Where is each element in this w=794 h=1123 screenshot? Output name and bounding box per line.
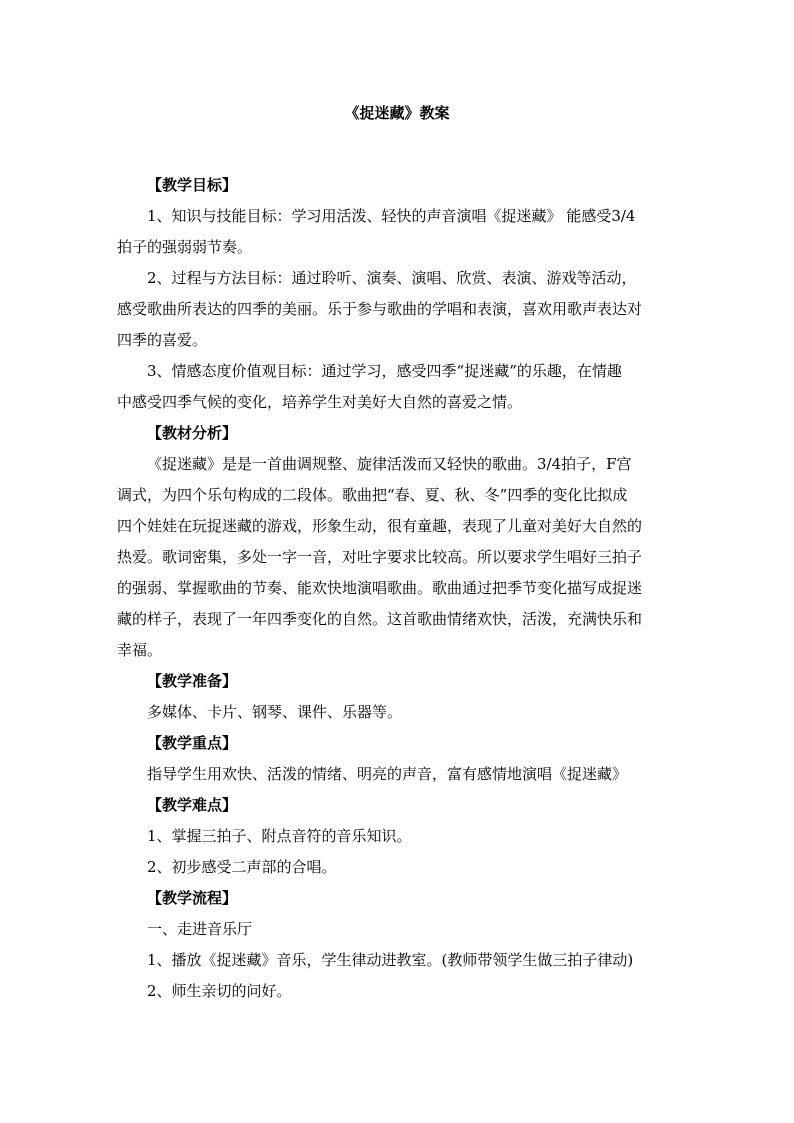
- goals-line-6: 3、情感态度价值观目标：通过学习，感受四季“捉迷藏”的乐趣，在情趣: [147, 362, 622, 380]
- process-item-3: 2、师生亲切的问好。: [147, 982, 292, 1000]
- goals-line-5: 四季的喜爱。: [117, 331, 208, 349]
- goals-line-7: 中感受四季气候的变化，培养学生对美好大自然的喜爱之情。: [117, 393, 523, 411]
- section-heading-analysis: 【教材分析】: [147, 424, 238, 442]
- section-heading-key-points: 【教学重点】: [147, 734, 238, 752]
- key-points-text: 指导学生用欢快、活泼的情绪、明亮的声音，富有感情地演唱《捉迷藏》: [147, 765, 628, 783]
- analysis-line-5: 的强弱、掌握歌曲的节奏、能欢快地演唱歌曲。歌曲通过把季节变化描写成捉迷: [117, 579, 643, 597]
- goals-line-1: 1、知识与技能目标：学习用活泼、轻快的声音演唱《捉迷藏》 能感受3/4: [147, 207, 636, 225]
- analysis-line-2: 调式，为四个乐句构成的二段体。歌曲把“春、夏、秋、冬”四季的变化比拟成: [117, 486, 628, 504]
- section-heading-preparation: 【教学准备】: [147, 672, 238, 690]
- document-body: [117, 100, 677, 1007]
- analysis-line-7: 幸福。: [117, 641, 163, 659]
- analysis-line-6: 藏的样子，表现了一年四季变化的自然。这首歌曲情绪欢快，活泼，充满快乐和: [117, 610, 643, 628]
- analysis-line-3: 四个娃娃在玩捉迷藏的游戏，形象生动，很有童趣，表现了儿童对美好大自然的: [117, 517, 643, 535]
- process-item-1: 一、走进音乐厅: [147, 920, 253, 938]
- section-heading-process: 【教学流程】: [147, 889, 238, 907]
- document-title: 《捉迷藏》教案: [344, 104, 450, 122]
- section-heading-difficulties: 【教学难点】: [147, 796, 238, 814]
- goals-line-3: 2、过程与方法目标：通过聆听、演奏、演唱、欣赏、表演、游戏等活动，: [147, 269, 637, 287]
- process-item-2: 1、播放《捉迷藏》音乐，学生律动进教室。(教师带领学生做三拍子律动): [147, 951, 634, 969]
- preparation-text: 多媒体、卡片、钢琴、课件、乐器等。: [147, 703, 403, 721]
- difficulties-item-2: 2、初步感受二声部的合唱。: [147, 858, 337, 876]
- analysis-line-1: 《捉迷藏》是是一首曲调规整、旋律活泼而又轻快的歌曲。3/4拍子，F宫: [147, 455, 632, 473]
- analysis-line-4: 热爱。歌词密集，多处一字一音，对吐字要求比较高。所以要求学生唱好三拍子: [117, 548, 643, 566]
- difficulties-item-1: 1、掌握三拍子、附点音符的音乐知识。: [147, 827, 412, 845]
- goals-line-2: 拍子的强弱弱节奏。: [117, 238, 253, 256]
- section-heading-goals: 【教学目标】: [147, 176, 238, 194]
- goals-line-4: 感受歌曲所表达的四季的美丽。乐于参与歌曲的学唱和表演，喜欢用歌声表达对: [117, 300, 643, 318]
